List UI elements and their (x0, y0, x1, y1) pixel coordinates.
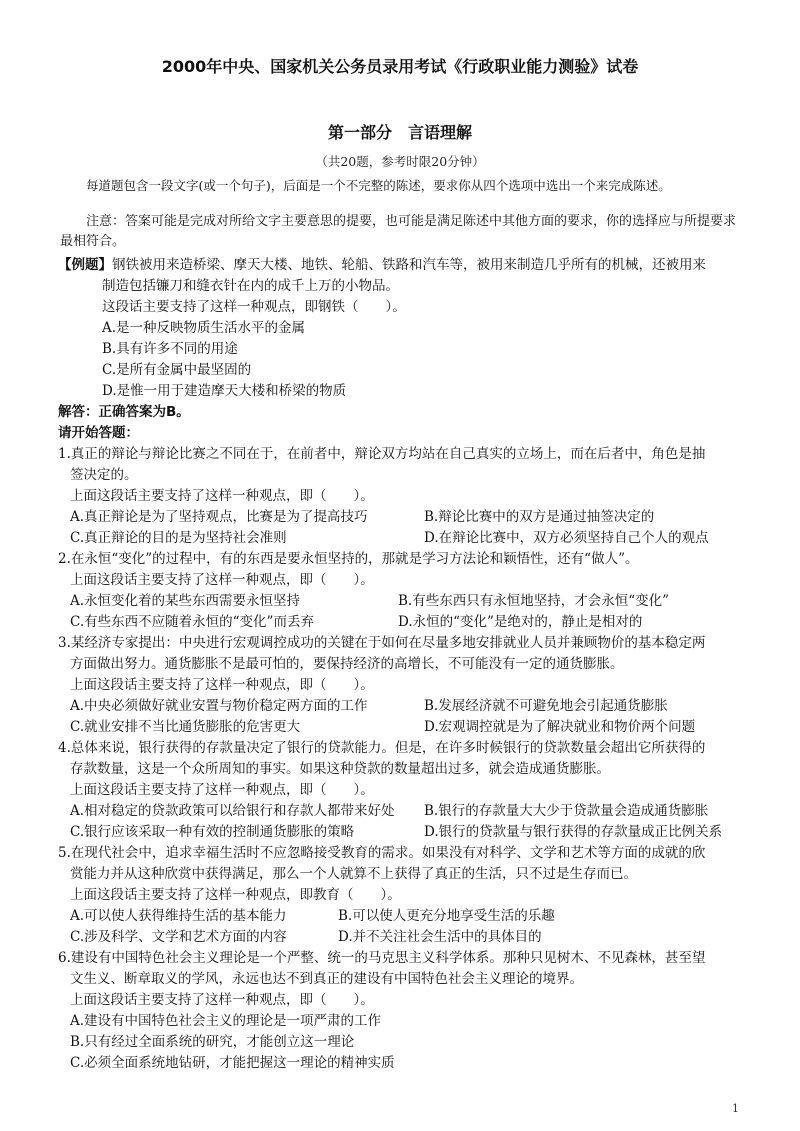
option: D.并不关注社会生活中的具体目的 (338, 929, 542, 945)
option: B.有些东西只有永恒地坚持，才会永恒“变化” (398, 593, 670, 609)
example-option: B.具有许多不同的用途 (102, 341, 238, 357)
example-first-line (58, 255, 748, 276)
question-text-line: 4.总体来说，银行获得的存款量决定了银行的贷款能力。但是，在许多时候银行的贷款数量会超出它所获得的 (58, 740, 706, 756)
option: C.真正辩论的目的是为坚持社会准则 (70, 530, 287, 546)
question-text-line: 存款数量，这是一个众所周知的事实。如果这种贷款的数量超出过多，就会造成通货膨胀。 (70, 761, 610, 777)
question-stem: 上面这段话主要支持了这样一种观点，即（ ）。 (70, 782, 374, 798)
example-stem: 这段话主要支持了这样一种观点，即钢铁（ ）。 (102, 299, 406, 315)
question-text-line: 1.真正的辩论与辩论比赛之不同在于，在前者中，辩论双方均站在自己真实的立场上，而在后者中，角色是抽 (58, 446, 706, 462)
option: A.真正辩论是为了坚持观点，比赛是为了提高技巧 (70, 509, 368, 525)
example-option: C.是所有金属中最坚固的 (102, 362, 252, 378)
example-text-line: 钢铁被用来造桥梁、摩天大楼、地铁、轮船、铁路和汽车等，被用来制造几乎所有的机械，还被用来 (112, 257, 706, 273)
question-text-line: 6.建设有中国特色社会主义理论是一个严整、统一的马克思主义科学体系。那种只见树木、不见森林，甚至望 (58, 950, 706, 966)
question-text-line: 方面做出努力。通货膨胀不是最可怕的，要保持经济的高增长，不可能没有一定的通货膨胀。 (70, 656, 624, 672)
note-text: 注意：答案可能是完成对所给文字主要意思的提要，也可能是满足陈述中其他方面的要求，你的选择应与所提要求最相符合。 (60, 214, 737, 249)
question-text-line: 文生义、断章取义的学风，永远也达不到真正的建设有中国特色社会主义理论的境界。 (70, 971, 583, 987)
question-text-line: 3.某经济专家提出：中央进行宏观调控成功的关键在于如何在尽量多地安排就业人员并兼顾物价的基本稳定两 (58, 635, 706, 651)
option: A.建设有中国特色社会主义的理论是一项严肃的工作 (70, 1013, 382, 1029)
option-row (58, 612, 748, 633)
part-subtitle: （共20题，参考时限20分钟） (315, 154, 485, 169)
option: B.只有经过全面系统的研究，才能创立这一理论 (70, 1034, 355, 1050)
question-content (58, 255, 748, 1074)
option: A.永恒变化着的某些东西需要永恒坚持 (70, 593, 301, 609)
option: C.有些东西不应随着永恒的“变化”而丢弃 (70, 614, 314, 630)
option: A.可以使人获得维持生活的基本能力 (70, 908, 287, 924)
example-option: A.是一种反映物质生活水平的金属 (102, 320, 306, 336)
option: C.就业安排不当比通货膨胀的危害更大 (70, 719, 301, 735)
option-row (58, 528, 748, 549)
option-row (58, 906, 748, 927)
option-row (58, 507, 748, 528)
option-row (58, 696, 748, 717)
option: A.相对稳定的贷款政策可以给银行和存款人都带来好处 (70, 803, 395, 819)
option: A.中央必须做好就业安置与物价稳定两方面的工作 (70, 698, 368, 714)
document-title: 2000年中央、国家机关公务员录用考试《行政职业能力测验》试卷 (161, 57, 639, 76)
question-stem: 上面这段话主要支持了这样一种观点，即（ ）。 (70, 677, 374, 693)
option: D.在辩论比赛中，双方必须坚持自己个人的观点 (424, 530, 709, 546)
page-number: 1 (732, 1102, 739, 1115)
example-text-line: 制造包括镰刀和缝衣针在内的成千上万的小物品。 (102, 278, 399, 294)
option: B.辩论比赛中的双方是通过抽签决定的 (424, 509, 655, 525)
option-row (58, 717, 748, 738)
option: B.银行的存款量大大少于贷款量会造成通货膨胀 (424, 803, 709, 819)
option: D.银行的贷款量与银行获得的存款量成正比例关系 (424, 824, 723, 840)
example-answer: 解答：正确答案为B。 (58, 404, 190, 420)
option: B.发展经济就不可避免地会引起通货膨胀 (424, 698, 668, 714)
option-row (58, 801, 748, 822)
option: C.银行应该采取一种有效的控制通货膨胀的策略 (70, 824, 355, 840)
option: D.宏观调控就是为了解决就业和物价两个问题 (424, 719, 696, 735)
start-label: 请开始答题： (58, 425, 139, 441)
option-row (58, 927, 748, 948)
instructions-text: 每道题包含一段文字(或一个句子)，后面是一个不完整的陈述，要求你从四个选项中选出一个来完成陈述。 (86, 178, 671, 193)
option: B.可以使人更充分地享受生活的乐趣 (338, 908, 555, 924)
option: C.必须全面系统地钻研，才能把握这一理论的精神实质 (70, 1055, 395, 1071)
part-title: 第一部分 言语理解 (327, 123, 472, 142)
option-row (58, 591, 748, 612)
option-row (58, 822, 748, 843)
question-text-line: 5.在现代社会中，追求幸福生活时不应忽略接受教育的需求。如果没有对科学、文学和艺术等方面的成就的欣 (58, 845, 706, 861)
option: D.永恒的“变化”是绝对的，静止是相对的 (398, 614, 643, 630)
example-option: D.是惟一用于建造摩天大楼和桥梁的物质 (102, 383, 347, 399)
question-text-line: 2.在永恒“变化”的过程中，有的东西是要永恒坚持的，那就是学习方法论和颖悟性，还有“做人”。 (58, 551, 639, 567)
question-text-line: 赏能力并从这种欣赏中获得满足，那么一个人就算不上获得了真正的生活，只不过是生存而已。 (70, 866, 637, 882)
question-stem: 上面这段话主要支持了这样一种观点，即（ ）。 (70, 992, 374, 1008)
question-stem: 上面这段话主要支持了这样一种观点，即教育（ ）。 (70, 887, 401, 903)
question-stem: 上面这段话主要支持了这样一种观点，即（ ）。 (70, 488, 374, 504)
example-label: 【例题】 (58, 257, 112, 273)
question-text-line: 签决定的。 (70, 467, 138, 483)
question-stem: 上面这段话主要支持了这样一种观点，即（ ）。 (70, 572, 374, 588)
option: C.涉及科学、文学和艺术方面的内容 (70, 929, 287, 945)
